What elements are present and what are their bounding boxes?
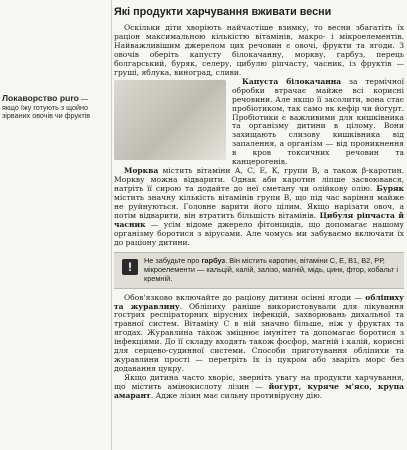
tip-intro: Не забудьте про <box>144 255 202 265</box>
berries-intro: Обов'язково включайте до раціону дитини осінні ягоди — <box>124 292 366 302</box>
sidebar-definition <box>2 94 106 121</box>
article <box>114 6 404 401</box>
exclamation-icon: ! <box>122 259 138 275</box>
cabbage-image <box>114 80 226 160</box>
carrot-text: містить вітаміни А, С, Е, К, групи В, а також β-каротин. Моркву можна відварити. Однак аби каротин ліпше засвоювався, натріть її сирою та додайте до неї сметану чи олійкову олію. <box>114 166 404 194</box>
paragraph-intro: Оскільки діти хворіють найчастіше взимку, то весни збагатіть їх раціон максимальною кількістю вітамінів, макро- і мікроелементів. Найважливішим джерелом цих речовин є овочі, фрукти та ягоди. З овочів оберіть капусту білокачанну, моркву, гарбуз, перець болгарський, буряк, селеру, цибулю ріпчасту, часник, із фруктів — груші, яблука, виноград, сливи. <box>114 23 404 77</box>
paragraph-carrot-beet-onion <box>114 167 404 248</box>
lysine-bold: йогурт, куряче м'ясо, крупа амарант <box>114 382 404 401</box>
onion-text: — усім відоме джерело фітонцидів, що допомагає нашому організму боротися з вірусами. Але чомусь ми забуваємо включати їх до раціону дитини. <box>114 219 404 247</box>
lysine-text: . Адже лізин має сильну противірусну дію. <box>150 391 323 401</box>
article-title: Які продукти харчування вживати весни <box>114 6 332 18</box>
berries-bold: обліпиху та журавлину <box>114 292 404 311</box>
tip-bold: гарбуз <box>201 255 226 265</box>
beet-text: містить значну кількість вітамінів групи В, що під час варіння майже не руйнуються. Головне варити його цілим. Якщо нарізати овоч, а потім відварити, він втратить більшість вітамінів. <box>114 193 404 221</box>
sidebar-term: Локаворство puro <box>2 93 79 103</box>
cabbage-title: Капуста білокачанна <box>242 76 342 86</box>
onion-title: Цибуля ріпчаста й часник <box>114 211 404 229</box>
lysine-intro: Якщо дитина часто хворіє, зверніть увагу на продукти харчування, що містить амінокислоту лізин — <box>114 373 404 392</box>
tip-box <box>114 252 404 289</box>
column-divider <box>111 0 112 450</box>
carrot-title: Морква <box>124 166 159 176</box>
berries-text: . Обліпиху раніше використовували для лікування гострих респіраторних вірусних інфекцій, захворювань дихальної та травної систем. Вітаміну С в ній значно більше, ніж у фруктах та ягодах. Журавлина також зміцнює імунітет та допомагає боротися з інфекціями. До її складу входять також фосфор, магній і калій, корисні для серцево-судинної системи. Способи приготування обліпихи та журавлини прості — перетріть їх із цукром або зваріть морс без додавання цукру. <box>114 301 404 374</box>
tip-text: . Він містить каротин, вітаміни С, Е, В1, В2, РР, мікроелементи — кальцій, калій, залізо, магній, мідь, цинк, фтор, кобальт і кремній. <box>144 255 399 283</box>
paragraph-berries <box>114 294 404 375</box>
cabbage-text: за термічної обробки втрачає майже всі корисні речовини. Але якщо її засолити, вона стає пробіотиком, так само як кефір чи йогурт. Пробіотики є важливими для кишківника та організму дитини в цілому. Вони захищають слизову кишківника від запалення, а організм — від проникнення в кров токсичних речовин та канцерогенів. <box>232 76 404 167</box>
paragraph-lysine <box>114 374 404 401</box>
sidebar-definition-text: — якщо їжу готують з щойно зірваних овочів чи фруктів <box>2 94 91 120</box>
beet-title: Буряк <box>372 184 404 194</box>
